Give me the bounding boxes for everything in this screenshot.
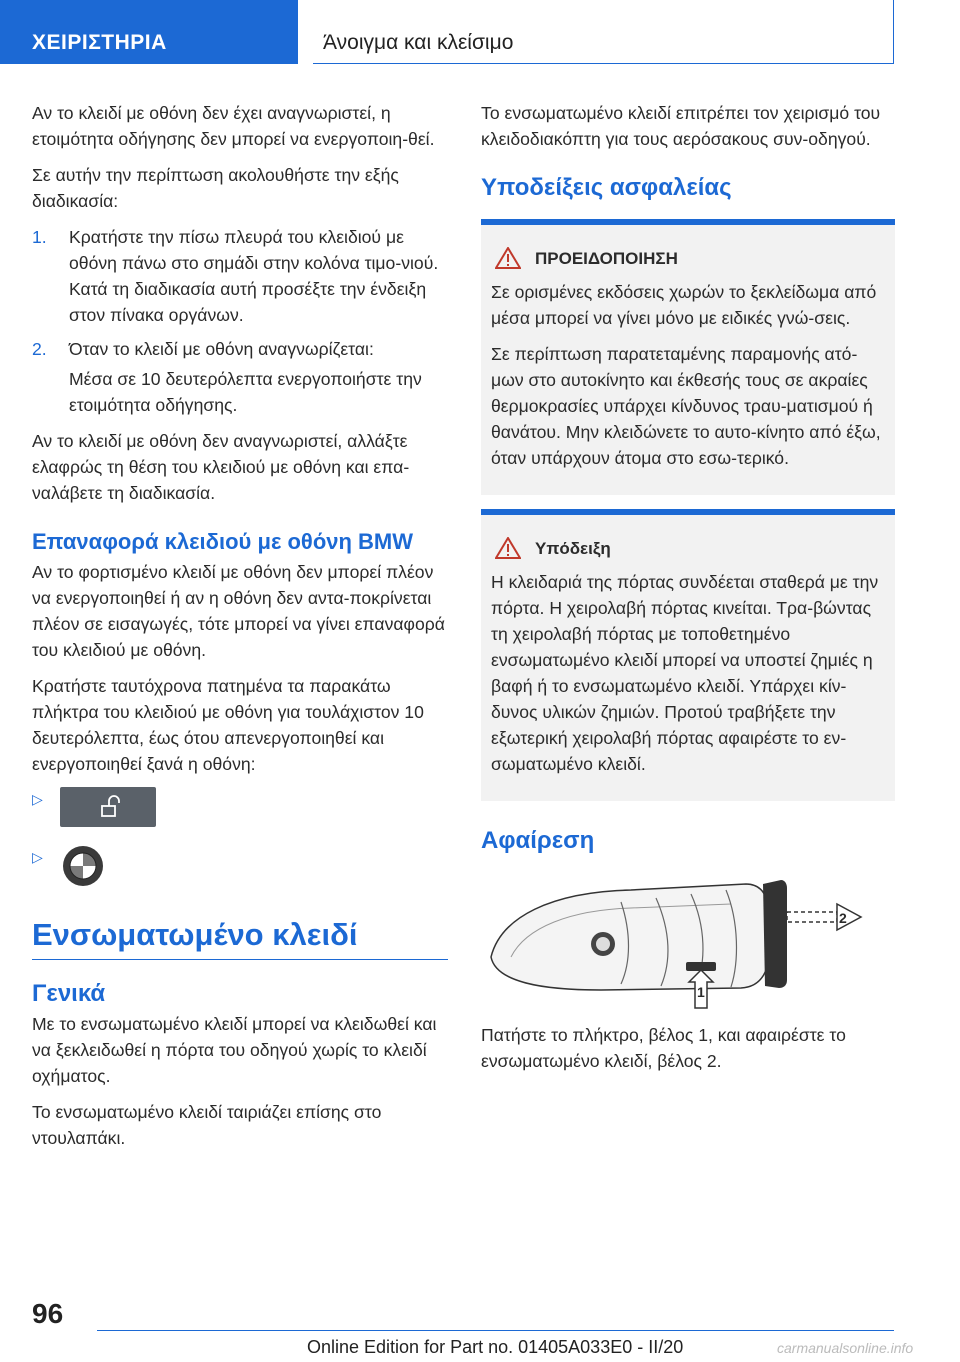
warning-text: Σε περίπτωση παρατεταμένης παραμονής ατό-μων στο αυτοκίνητο και έκθεσής τους σε ακραίες θερμοκρασίες υπάρχει κίνδυνος τραυ-ματισμού ή θανάτου. Μην κλειδώνετε το αυτο-κίνητο από έξω, όταν υπάρχουν άτομα στο εσω-τερικό.: [491, 344, 881, 468]
bullet-icon: ▷: [32, 791, 43, 807]
bmw-button-row: [32, 845, 448, 889]
paragraph: Πατήστε το πλήκτρο, βέλος 1, και αφαιρέστε το ενσωματωμένο κλειδί, βέλος 2.: [481, 1025, 846, 1071]
paragraph: Το ενσωματωμένο κλειδί ταιριάζει επίσης στο ντουλαπάκι.: [32, 1102, 382, 1148]
list-number: 1.: [32, 227, 47, 247]
note-text: Η κλειδαριά της πόρτας συνδέεται σταθερά με την πόρτα. Η χειρολαβή πόρτας κινείται. Τρα-βώντας τη χειρολαβή πόρτας με τοποθετημένο ενσωματωμένο κλειδί μπορεί να υποστεί ζημιές η βαφή ή το ενσωματωμένο κλειδί. Υπάρχει κίν-δυνος υλικών ζημιών. Προτού τραβήξετε την εξωτερική χειρολαβή πόρτας αφαιρέστε το εν-σωματωμένο κλειδί.: [491, 572, 879, 774]
warning-title-text: ΠΡΟΕΙΔΟΠΟΙΗΣΗ: [535, 249, 678, 268]
heading-integrated-key-block: [32, 917, 448, 960]
note-title: [491, 537, 885, 561]
unlock-icon: [60, 787, 156, 827]
heading-removal: Αφαίρεση: [481, 827, 595, 854]
key-removal-figure: [481, 862, 895, 1012]
list-item: [32, 336, 448, 362]
warning-text: Σε ορισμένες εκδόσεις χωρών το ξεκλείδωμα από μέσα μπορεί να γίνει μόνο με ειδικές γνώ-σεις.: [491, 282, 877, 328]
page-number: 96: [32, 1298, 64, 1329]
heading-reset: Επαναφορά κλειδιού με οθόνη BMW: [32, 529, 414, 554]
paragraph: Αν το κλειδί με οθόνη δεν έχει αναγνωριστεί, η ετοιμότητα οδήγησης δεν μπορεί να ενεργοποιη-θεί.: [32, 103, 435, 149]
warning-triangle-icon: [495, 247, 521, 269]
list-item: [32, 224, 448, 328]
note-title-text: Υπόδειξη: [535, 539, 611, 558]
left-column: [32, 100, 448, 1161]
paragraph: Αν το κλειδί με οθόνη δεν αναγνωριστεί, αλλάξτε ελαφρώς τη θέση του κλειδιού με οθόνη και επα-ναλάβετε τη διαδικασία.: [32, 431, 410, 503]
heading-integrated-key: Ενσωματωμένο κλειδί: [32, 917, 358, 952]
unlock-key-button-image: [60, 787, 156, 827]
warning-box: [481, 219, 895, 495]
heading-general: Γενικά: [32, 980, 106, 1007]
bullet-icon: ▷: [32, 849, 43, 865]
figure-label-1: 1: [697, 984, 705, 1000]
watermark: carmanualsonline.info: [777, 1340, 914, 1356]
paragraph: Αν το φορτισμένο κλειδί με οθόνη δεν μπορεί πλέον να ενεργοποιηθεί ή αν η οθόνη δεν αντα-ποκρίνεται πλέον σε εισαγωγές, τότε μπορεί να γίνει επαναφορά του κλειδιού με οθόνη.: [32, 562, 445, 660]
header-chapter-label: Άνοιγμα και κλείσιμο: [323, 31, 514, 54]
paragraph: Το ενσωματωμένο κλειδί επιτρέπει τον χειρισμό του κλειδοδιακόπτη για τους αερόσακους συν-οδηγού.: [481, 103, 881, 149]
list-text: Κρατήστε την πίσω πλευρά του κλειδιού με οθόνη πάνω στο σημάδι στην κολόνα τιμο-νιού. Κατά τη διαδικασία αυτή προσέξτε την ένδειξη στον πίνακα οργάνων.: [69, 227, 439, 325]
header-chapter: [313, 0, 894, 64]
list-number: 2.: [32, 339, 47, 359]
list-text: Όταν το κλειδί με οθόνη αναγνωρίζεται:: [69, 339, 374, 359]
heading-safety: Υποδείξεις ασφαλείας: [481, 174, 732, 201]
list-subtext: Μέσα σε 10 δευτερόλεπτα ενεργοποιήστε την ετοιμότητα οδήγησης.: [69, 369, 422, 415]
caution-triangle-icon: [495, 537, 521, 559]
figure-label-2: 2: [839, 910, 847, 926]
note-box: [481, 509, 895, 801]
key-button-row: [32, 787, 448, 831]
footer-edition: Online Edition for Part no. 01405A033E0 - II/20: [307, 1337, 684, 1357]
paragraph: Με το ενσωματωμένο κλειδί μπορεί να κλειδωθεί και να ξεκλειδωθεί η πόρτα του οδηγού χωρίς το κλειδί οχήματος.: [32, 1014, 437, 1086]
bmw-logo-icon: [62, 845, 104, 887]
header-section: [0, 0, 298, 64]
key-fob-illustration: [481, 862, 895, 1012]
paragraph: Κρατήστε ταυτόχρονα πατημένα τα παρακάτω πλήκτρα του κλειδιού με οθόνη για τουλάχιστον 10 δευτερόλεπτα, έως ότου απενεργοποιηθεί και ενεργοποιηθεί ξανά η οθόνη:: [32, 676, 424, 774]
footer-divider: [97, 1330, 894, 1331]
paragraph: Σε αυτήν την περίπτωση ακολουθήστε την εξής διαδικασία:: [32, 165, 399, 211]
warning-title: [491, 247, 885, 271]
right-column: [481, 100, 895, 1084]
header-section-label: ΧΕΙΡΙΣΤΗΡΙΑ: [32, 31, 167, 54]
